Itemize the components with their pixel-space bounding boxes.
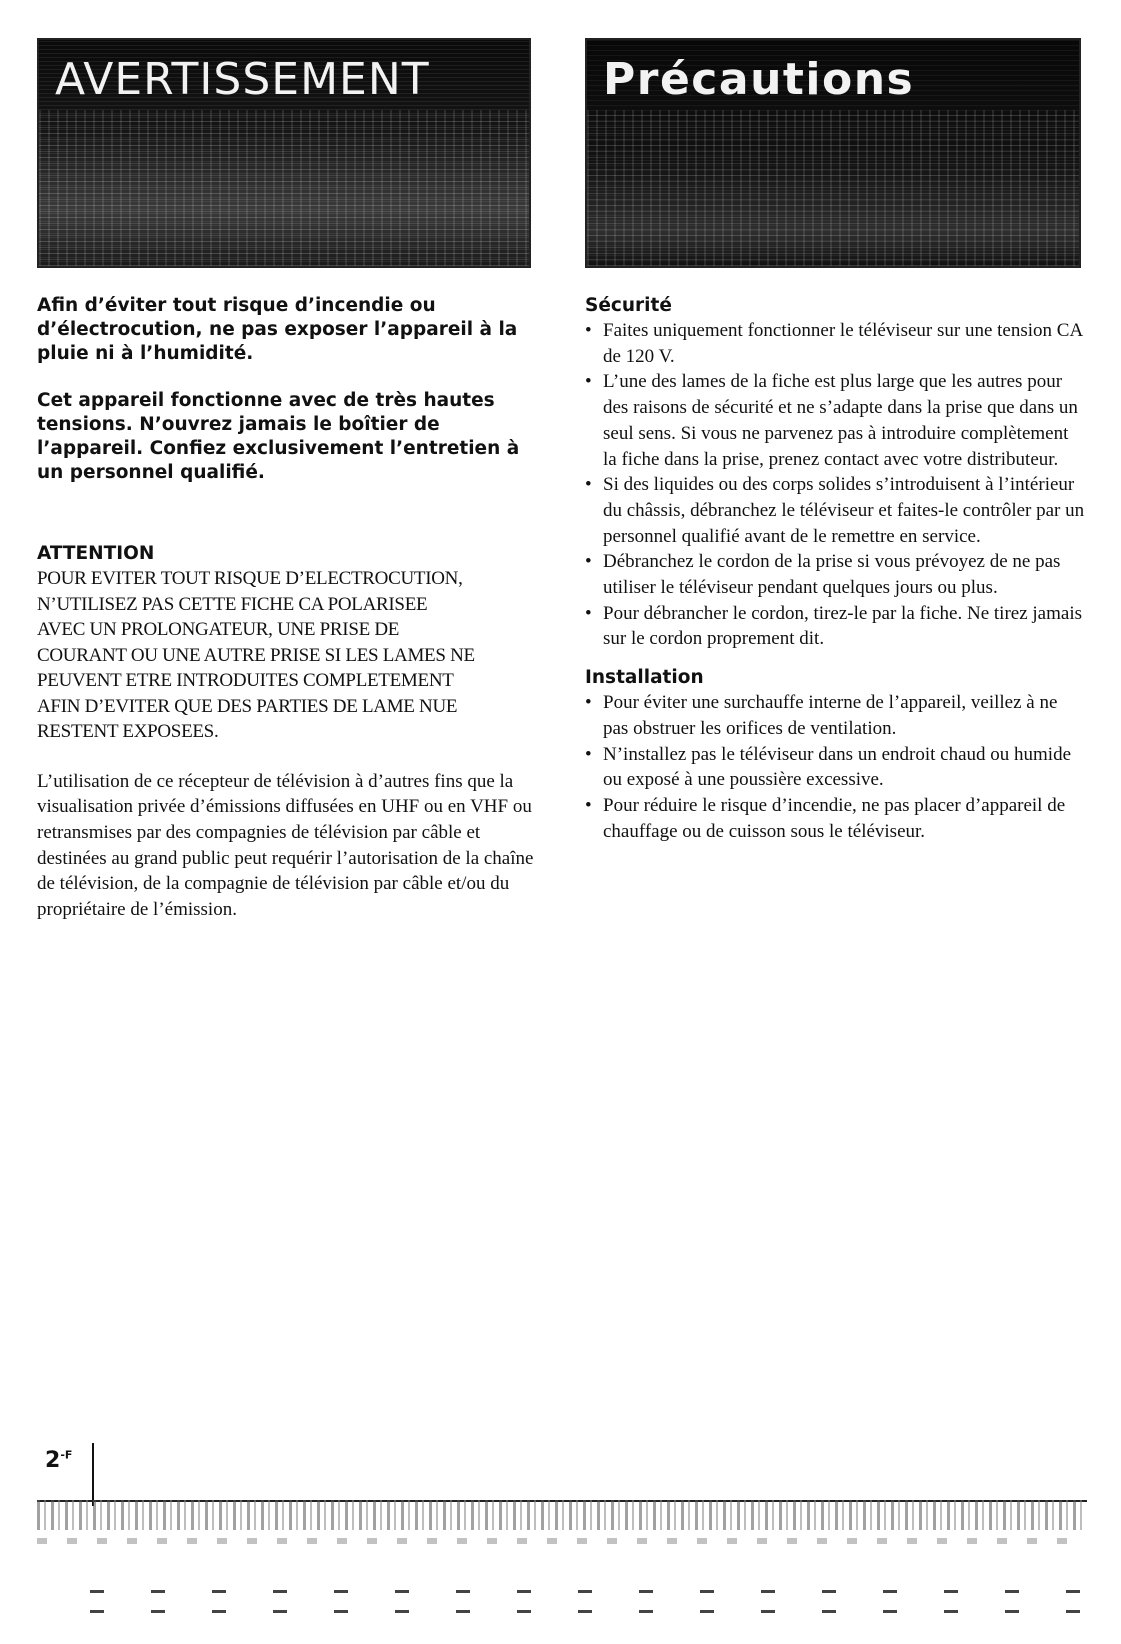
list-item: • N’installez pas le téléviseur dans un endroit chaud ou humide ou exposé à une poussière excessive. [585,742,1085,793]
securite-heading: Sécurité [585,295,672,316]
list-item: • Si des liquides ou des corps solides s’introduisent à l’intérieur du châssis, débranchez le téléviseur et faites-le contrôler par un personnel qualifié avant de le remettre en service. [585,472,1085,549]
footer-scan-noise [37,1500,1087,1530]
attention-text: POUR EVITER TOUT RISQUE D’ELECTROCUTION, N’UTILISEZ PAS CETTE FICHE CA POLARISEE AVEC UN PROLONGATEUR, UNE PRISE DE COURANT OU UNE AUTRE PRISE SI LES LAMES NE PEUVENT ETRE INTRODUITES COMPLETEMENT AFIN D’EVITER QUE DES PARTIES DE LAME NUE RESTENT EXPOSEES. [37,568,475,742]
list-item: • Faites uniquement fonctionner le téléviseur sur une tension CA de 120 V. [585,318,1085,369]
page-number [45,1448,72,1473]
footer-dash-row [90,1590,1080,1593]
footer-scan-noise-2 [37,1538,1087,1544]
attention-heading: ATTENTION [37,543,155,564]
precautions-title: Précautions [603,54,915,105]
right-column [585,294,1085,844]
list-item: • Pour débrancher le cordon, tirez-le par la fiche. Ne tirez jamais sur le cordon proprement dit. [585,601,1085,652]
warning-high-voltage: Cet appareil fonctionne avec de très hautes tensions. N’ouvrez jamais le boîtier de l’appareil. Confiez exclusivement l’entretien à un personnel qualifié. [37,390,520,483]
precautions-banner [585,38,1081,268]
list-item: • L’une des lames de la fiche est plus large que les autres pour des raisons de sécurité et ne s’adapte dans la prise que dans un seul sens. Si vous ne parvenez pas à introduire complètement la fiche dans la prise, prenez contact avec votre distributeur. [585,369,1085,472]
page-number-divider [92,1443,94,1506]
usage-paragraph: L’utilisation de ce récepteur de télévision à d’autres fins que la visualisation privée d’émissions diffusées en UHF ou en VHF ou retransmises par des compagnies de télévision par câble et destinées au grand public peut requérir l’autorisation de la chaîne de télévision, de la compagnie de télévision par câble et/ou du propriétaire de l’émission. [37,770,534,921]
warning-fire-shock: Afin d’éviter tout risque d’incendie ou d’électrocution, ne pas exposer l’appareil à la pluie ni à l’humidité. [37,295,518,364]
footer-dash-row-2 [90,1610,1080,1613]
avertissement-title: AVERTISSEMENT [55,54,430,105]
left-column [37,294,537,923]
list-item: • Pour réduire le risque d’incendie, ne pas placer d’appareil de chauffage ou de cuisson sous le téléviseur. [585,793,1085,844]
page-number-value: 2 [45,1448,61,1473]
list-item: • Pour éviter une surchauffe interne de l’appareil, veillez à ne pas obstruer les orifices de ventilation. [585,690,1085,741]
list-item: • Débranchez le cordon de la prise si vous prévoyez de ne pas utiliser le téléviseur pendant quelques jours ou plus. [585,549,1085,600]
avertissement-banner [37,38,531,268]
securite-list [585,318,1085,652]
installation-heading: Installation [585,667,704,689]
installation-list [585,690,1085,844]
page-suffix: -F [60,1448,73,1462]
